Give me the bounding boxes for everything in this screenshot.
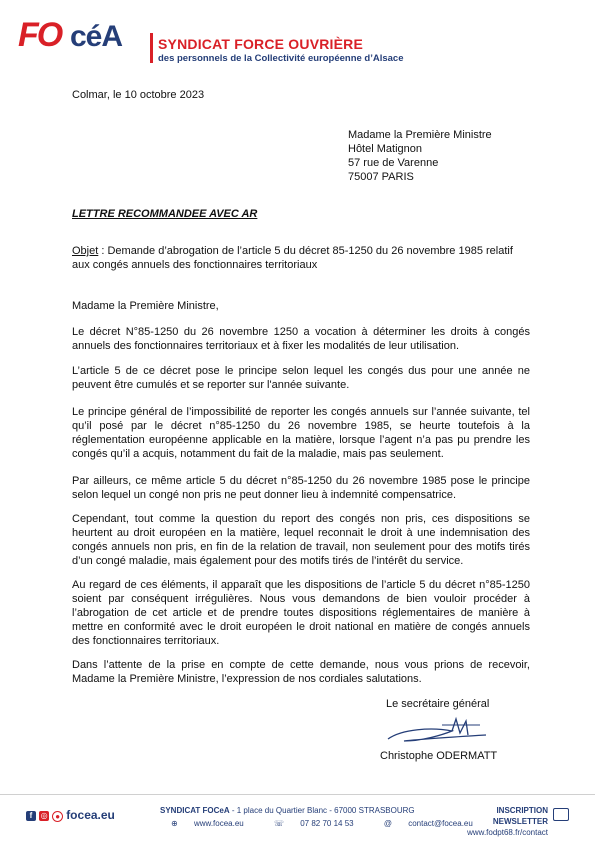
logo-fo: FO: [18, 16, 62, 54]
footer-social: [26, 808, 115, 822]
website-text: www.focea.eu: [193, 819, 244, 828]
footer-street: - 1 place du Quartier Blanc - 67000 STRASBOURG: [229, 806, 415, 815]
footer-org-name: SYNDICAT FOCeA: [160, 806, 230, 815]
paragraph: Le décret N°85-1250 du 26 novembre 1250 a vocation à déterminer les droits à congés annuels des fonctionnaires territoriaux et à fixer les modalités de leur utilisation.: [72, 326, 530, 352]
paragraph: Par ailleurs, ce même article 5 du décret n°85-1250 du 26 novembre 1985 pose le principe selon lequel un congé non pris ne peut donner lieu à indemnité compensatrice.: [72, 475, 530, 501]
mail-icon[interactable]: [553, 808, 569, 821]
letter-date: Colmar, le 10 octobre 2023: [72, 89, 205, 101]
recipient-line: Hôtel Matignon: [348, 143, 422, 155]
logo-cea: céA: [70, 20, 123, 53]
footer-phone[interactable]: [274, 819, 368, 828]
footer-divider: [0, 794, 595, 795]
paragraph: L’article 5 de ce décret pose le principe selon lequel les congés dus pour une année ne peuvent être cumulés et se reporter sur l'année suivante.: [72, 365, 530, 391]
recipient-line: 57 rue de Varenne: [348, 157, 439, 169]
header-divider: [150, 33, 153, 63]
facebook-icon[interactable]: f: [26, 811, 36, 821]
recipient-address: [348, 128, 492, 184]
footer-newsletter[interactable]: [440, 805, 548, 838]
handwritten-signature: [382, 715, 492, 749]
paragraph: Dans l’attente de la prise en compte de cette demande, nous vous prions de recevoir, Madame la Première Ministre, l’expression de nos cordiales salutations.: [72, 659, 530, 685]
globe-icon: ⊕: [171, 819, 178, 828]
newsletter-url: www.fodpt68.fr/contact: [467, 828, 548, 837]
paragraph: Le principe général de l’impossibilité de reporter les congés annuels sur l’année suivante, tel qu’il posé par le décret n°85-1250 du 26 novembre 1985, se heurte toutefois à la réglementation européenne applicable en la matière, lorsque l’agent n’a pas pu prendre les congés qu’il a acquis, notamment du fait de la maladie, mais pas seulement.: [72, 406, 530, 460]
newsletter-label: INSCRIPTION NEWSLETTER: [492, 806, 548, 826]
org-subtitle: des personnels de la Collectivité européenne d’Alsace: [158, 53, 404, 64]
registered-letter-notice: LETTRE RECOMMANDEE AVEC AR: [72, 208, 258, 220]
recipient-line: 75007 PARIS: [348, 171, 414, 183]
phone-icon: ☏: [273, 819, 284, 828]
signatory-name: Christophe ODERMATT: [380, 750, 498, 762]
footer-address: [160, 805, 415, 816]
at-icon: @: [383, 819, 392, 828]
footer-website[interactable]: [171, 819, 258, 828]
phone-text: 07 82 70 14 53: [300, 819, 354, 828]
paragraph: Cependant, tout comme la question du report des congés non pris, ces dispositions se heurtent au droit européen en la matière, lequel reconnait le droit à une indemnisation des congés annuels non pris, en fin de la relation de travail, non seulement pour des motifs tirés d’un congé maladie, mais également pour des motifs tirés de l’intérêt du service.: [72, 513, 530, 567]
subject-text: : Demande d’abrogation de l’article 5 du décret 85-1250 du 26 novembre 1985 relatif aux congés annuels des fonctionnaires territoriaux: [72, 245, 513, 271]
salutation: Madame la Première Ministre,: [72, 300, 219, 312]
subject-label: Objet: [72, 245, 99, 257]
footer-brand[interactable]: focea.eu: [66, 808, 115, 822]
fo-logo-icon: ●: [52, 811, 63, 822]
letter-subject: [72, 244, 527, 272]
email-text: contact@focea.eu: [408, 819, 473, 828]
paragraph: Au regard de ces éléments, il apparaît que les dispositions de l’article 5 du décret n°85-1250 soient par conséquent irrégulières. Nous vous demandons de bien vouloir procéder à l’abrogation de cet article et de prendre toutes dispositions réglementaires de manière à mettre en conformité avec le droit européen le droit national en matière de congés annuels des fonctionnaires territoriaux.: [72, 579, 530, 647]
signatory-title: Le secrétaire général: [386, 698, 490, 710]
recipient-line: Madame la Première Ministre: [348, 129, 492, 141]
instagram-icon[interactable]: ◎: [40, 811, 48, 821]
org-title: SYNDICAT FORCE OUVRIÈRE: [158, 36, 364, 52]
